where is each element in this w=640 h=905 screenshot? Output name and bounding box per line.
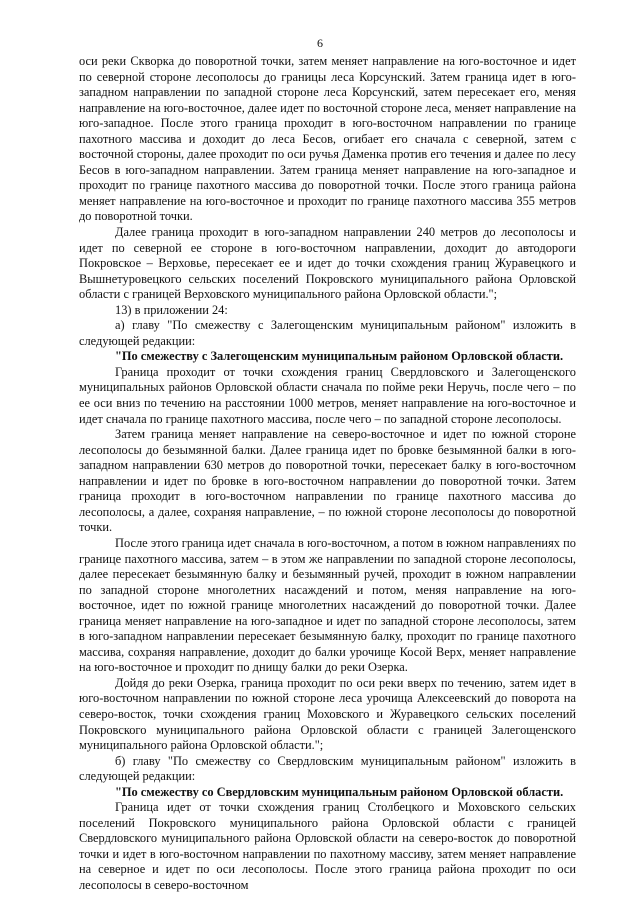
section-heading-sverdlovsky: "По смежеству со Свердловским муниципальным районом Орловской области. <box>115 784 564 799</box>
paragraph-boundary-verkhovye: Далее граница проходит в юго-западном направлении 240 метров до лесополосы и идет по северной ее стороне в юго-восточном направлении, доходит до автодороги Покровское – Верховье, пересекает ее и идет до точки схождения границ Журавецкого и Вышнетуровецкого сельских поселений Покровского муниципального района Орловской области с границей Верховского муниципального района Орловской области."; <box>79 225 576 302</box>
paragraph-zalegoshchensky-2: Затем граница меняет направление на северо-восточное и идет по южной стороне лесополосы до безымянной балки. Далее граница идет по бровке безымянной балки в юго-западном направлении 630 метров до поворотной точки, пересекает балку в юго-восточном направлении и идет по бровке в юго-восточном направлении до поворотной точки. Затем граница проходит в юго-восточном направлении по границе пахотного массива до лесополосы, а далее, сохраняя направление, – по южной стороне лесополосы до поворотной точки. <box>79 427 576 535</box>
paragraph-item-a: а) главу "По смежеству с Залегощенским муниципальным районом" изложить в следующей редакции: <box>79 318 576 348</box>
page-number: 6 <box>317 36 323 50</box>
paragraph-sverdlovsky-1: Граница идет от точки схождения границ Столбецкого и Моховского сельских поселений Покровского муниципального района Орловской области с границей Свердловского муниципального района Орловской области на северо-восток до поворотной точки и идет в юго-восточном направлении по пахотному массиву, затем меняет направление на северное и идет по оси лесополосы. После этого граница района проходит по оси лесополосы в северо-восточном <box>79 800 576 892</box>
section-heading-zalegoshchensky: "По смежеству с Залегощенским муниципальным районом Орловской области. <box>115 349 564 364</box>
paragraph-item-b: б) главу "По смежеству со Свердловским муниципальным районом" изложить в следующей редакции: <box>79 753 576 784</box>
paragraph-zalegoshchensky-3: После этого граница идет сначала в юго-восточном, а потом в южном направлениях по границе пахотного массива, затем – в этом же направлении по западной стороне лесополосы, далее пересекает безымянную балку и безымянный ручей, проходит в южном направлении по западной стороне многолетних насаждений и потом, меняя направление на юго-восточное, идет по южной границе многолетних насаждений до поворотной точки. Далее граница меняет направление на юго-западное и идет по западной стороне лесополосы, затем в юго-западном направлении пересекает безымянную балку, проходит по границе пахотного массива, сохраняя направление, доходит до балки урочище Косой Верх, меняет направление на юго-восточное и проходит по днищу балки до реки Озерка. <box>79 535 576 675</box>
paragraph-zalegoshchensky-1: Граница проходит от точки схождения границ Свердловского и Залегощенского муниципальных районов Орловской области сначала по пойме реки Неручь, после чего – по ее оси вниз по течению на расстоянии 1000 метров, меняет направление на юго-восточное и идет сначала по границе пахотного массива, после чего – по западной стороне лесополосы. <box>79 364 576 426</box>
document-body <box>79 54 576 894</box>
paragraph-item-13: 13) в приложении 24: <box>115 302 228 317</box>
paragraph-zalegoshchensky-4: Дойдя до реки Озерка, граница проходит по оси реки вверх по течению, затем идет в юго-восточном направлении по южной стороне леса урочища Алексеевский до поворота на северо-восток, точки схождения границ Моховского и Журавецкого сельских поселений Покровского муниципального района Орловской области с границей Залегощенского муниципального района Орловской области."; <box>79 675 576 753</box>
paragraph-continuation: оси реки Скворка до поворотной точки, затем меняет направление на юго-восточное и идет по северной стороне лесополосы до границы леса Корсунский. Затем граница идет в юго-западном направлении по западной стороне леса Корсунский, затем пересекает его, меняя направление на юго-восточное, далее идет по восточной стороне леса, меняет направление на юго-западное. После этого граница проходит в юго-восточном направлении по границе пахотного массива и доходит до леса Бесов, огибает его сначала с северной, затем с восточной стороны, далее проходит по оси ручья Даменка против его течения и далее по лесу Бесов в юго-западном направлении. Затем граница меняет направление на юго-западное и проходит по границе пахотного массива до поворотной точки. После этого граница района меняет направление на юго-восточное и проходит по границе пахотного массива 355 метров до поворотной точки. <box>79 54 576 224</box>
